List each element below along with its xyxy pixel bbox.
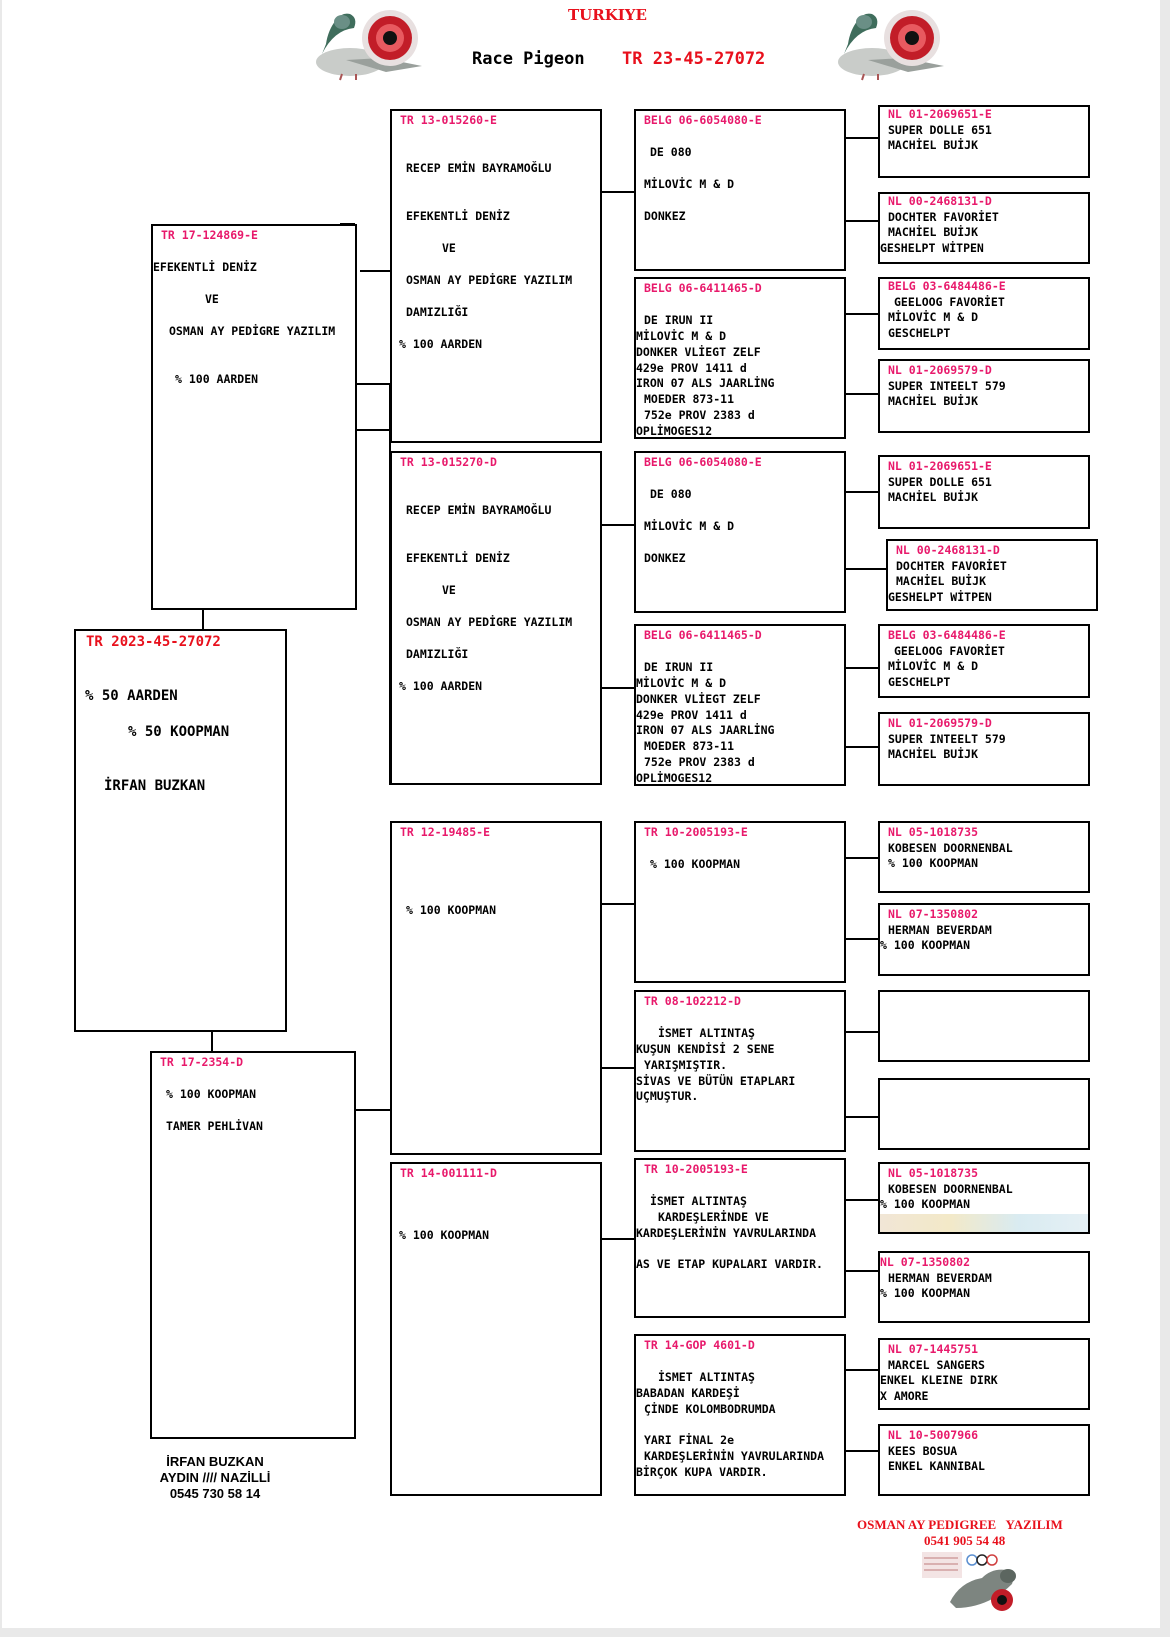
gen3-line: DE IRUN II <box>644 313 714 327</box>
dam-card <box>150 1051 356 1439</box>
connector <box>846 568 888 570</box>
gen3-line: SİVAS VE BÜTÜN ETAPLARI <box>636 1074 796 1088</box>
gen4-line: SUPER DOLLE 651 <box>888 123 992 137</box>
connector <box>354 429 392 431</box>
gen4-line: HERMAN BEVERDAM <box>888 1271 992 1285</box>
gen3-card <box>634 1158 846 1318</box>
gen2-line: RECEP EMİN BAYRAMOĞLU <box>406 161 552 175</box>
gen2-line: VE <box>442 241 456 255</box>
gen3-card <box>634 1334 846 1496</box>
gen3-line: KARDEŞLERİNİN YAVRULARINDA <box>636 1226 817 1240</box>
gen4-line: MİLOVİC M & D <box>888 659 979 673</box>
gen4-card <box>878 903 1090 976</box>
gen4-card <box>878 712 1090 786</box>
gen3-line: 752e PROV 2383 d <box>644 755 755 769</box>
gen2-ring: TR 13-015270-D <box>400 455 497 469</box>
gen4-line: GESCHELPT <box>888 326 951 340</box>
gen2-line: DAMIZLIĞI <box>406 647 469 661</box>
gen3-line: KARDEŞLERİNİN YAVRULARINDA <box>644 1449 825 1463</box>
connector <box>600 903 636 905</box>
dam-line: % 100 KOOPMAN <box>166 1087 257 1101</box>
gen3-line: KARDEŞLERİNDE VE <box>658 1210 769 1224</box>
gen3-line: İSMET ALTINTAŞ <box>658 1370 755 1384</box>
gen3-line: OPLİMOGES12 <box>636 771 713 785</box>
gen2-line: RECEP EMİN BAYRAMOĞLU <box>406 503 552 517</box>
gen4-line: % 100 KOOPMAN <box>880 1197 971 1211</box>
gen4-card <box>886 539 1098 611</box>
gen3-line: DONKER VLİEGT ZELF <box>636 692 761 706</box>
gen4-ring: NL 00-2468131-D <box>896 543 1000 557</box>
owner-location: AYDIN //// NAZİLLİ <box>159 1470 271 1485</box>
gen2-line: EFEKENTLİ DENİZ <box>406 551 510 565</box>
connector <box>846 667 880 669</box>
gen2-line: OSMAN AY PEDİGRE YAZILIM <box>406 273 573 287</box>
gen2-ring: TR 13-015260-E <box>400 113 497 127</box>
gen3-card <box>634 624 846 786</box>
gen4-card <box>878 192 1090 264</box>
connector <box>600 524 636 526</box>
gen4-card <box>878 624 1090 698</box>
gen2-ring: TR 12-19485-E <box>400 825 491 839</box>
gen4-line: % 100 KOOPMAN <box>888 856 979 870</box>
gen3-line: KUŞUN KENDİSİ 2 SENE <box>636 1042 775 1056</box>
owner-phone: 0545 730 58 14 <box>169 1486 261 1501</box>
gen4-line: X AMORE <box>880 1389 929 1403</box>
connector <box>846 313 880 315</box>
gen4-ring: NL 07-1350802 <box>888 907 979 921</box>
gen3-line: MOEDER 873-11 <box>644 739 735 753</box>
gen4-line: SUPER INTEELT 579 <box>888 379 1006 393</box>
gen3-line: DE 080 <box>650 145 692 159</box>
gen2-line: EFEKENTLİ DENİZ <box>406 209 510 223</box>
gen3-line: 429e PROV 1411 d <box>636 708 747 722</box>
connector <box>600 1067 636 1069</box>
gen3-line: MOEDER 873-11 <box>644 392 735 406</box>
gen4-ring: NL 10-5007966 <box>888 1428 979 1442</box>
gen4-card <box>878 455 1090 529</box>
gen3-line: MİLOVİC M & D <box>644 519 735 533</box>
footer-brand: OSMAN AY PEDIGREE YAZILIM <box>857 1517 1063 1532</box>
gen4-ring: NL 05-1018735 <box>888 1166 979 1180</box>
connector <box>846 393 880 395</box>
gen3-line: OPLİMOGES12 <box>636 424 713 438</box>
connector <box>211 1030 213 1052</box>
sire-card <box>151 224 357 610</box>
gen3-line: UÇMUŞTUR. <box>636 1089 699 1103</box>
gen4-ring: NL 07-1350802 <box>880 1255 971 1269</box>
gen3-ring: BELG 06-6054080-E <box>644 113 762 127</box>
gen4-card <box>878 105 1090 178</box>
gen4-line: DOCHTER FAVORİET <box>896 559 1007 573</box>
gen4-ring: NL 00-2468131-D <box>888 194 992 208</box>
gen3-line: AS VE ETAP KUPALARI VARDIR. <box>636 1257 823 1271</box>
gen4-line: GESCHELPT <box>888 675 951 689</box>
footer-phone: 0541 905 54 48 <box>924 1533 1006 1548</box>
gen4-ring: NL 07-1445751 <box>888 1342 979 1356</box>
sire-line: VE <box>205 292 219 306</box>
gen4-ring: BELG 03-6484486-E <box>888 279 1006 293</box>
page-title: Race Pigeon <box>472 49 585 69</box>
dam-ring: TR 17-2354-D <box>160 1055 244 1069</box>
connector <box>846 137 880 139</box>
gen4-line: KEES BOSUA <box>888 1444 958 1458</box>
connector <box>202 610 204 630</box>
gen3-line: YARI FİNAL 2e <box>644 1433 735 1447</box>
main-bird-line: % 50 KOOPMAN <box>128 724 230 740</box>
gen3-card <box>634 821 846 983</box>
gen4-line: KOBESEN DOORNENBAL <box>888 1182 1013 1196</box>
owner-name: İRFAN BUZKAN <box>166 1454 264 1469</box>
gen3-ring: TR 10-2005193-E <box>644 1162 748 1176</box>
gen4-ring: NL 01-2069651-E <box>888 459 992 473</box>
gen4-card <box>878 359 1090 433</box>
main-bird-ring: TR 2023-45-27072 <box>86 634 221 650</box>
sire-line: EFEKENTLİ DENİZ <box>153 260 257 274</box>
pedigree-sheet <box>2 0 1160 1628</box>
gen2-card <box>390 451 602 785</box>
gen3-ring: BELG 06-6411465-D <box>644 281 762 295</box>
gen2-line: % 100 AARDEN <box>399 337 483 351</box>
gen3-line: MİLOVİC M & D <box>644 177 735 191</box>
gen3-line: % 100 KOOPMAN <box>650 857 741 871</box>
connector <box>846 1116 880 1118</box>
gen4-ring: NL 01-2069651-E <box>888 107 992 121</box>
gen4-line: MARCEL SANGERS <box>888 1358 985 1372</box>
connector <box>846 220 880 222</box>
gen3-card <box>634 451 846 613</box>
gen3-line: DONKEZ <box>644 209 686 223</box>
gen4-line: SUPER DOLLE 651 <box>888 475 992 489</box>
gen3-line: İSMET ALTINTAŞ <box>650 1194 747 1208</box>
connector <box>360 270 394 272</box>
gen2-line: OSMAN AY PEDİGRE YAZILIM <box>406 615 573 629</box>
gen4-line: % 100 KOOPMAN <box>880 938 971 952</box>
connector <box>846 1270 880 1272</box>
gen4-card <box>878 1424 1090 1496</box>
gen3-line: YARIŞMIŞTIR. <box>644 1058 728 1072</box>
gen3-line: İSMET ALTINTAŞ <box>658 1026 755 1040</box>
gen4-line: HERMAN BEVERDAM <box>888 923 992 937</box>
gen2-line: % 100 KOOPMAN <box>406 903 497 917</box>
gen4-line: MACHİEL BUİJK <box>888 138 979 152</box>
connector <box>600 191 636 193</box>
sire-line: OSMAN AY PEDİGRE YAZILIM <box>169 324 336 338</box>
gen4-card-empty <box>878 990 1090 1062</box>
gen4-line: SUPER INTEELT 579 <box>888 732 1006 746</box>
gen3-line: DONKEZ <box>644 551 686 565</box>
gen4-line: ENKEL KANNIBAL <box>888 1459 985 1473</box>
main-bird-line: % 50 AARDEN <box>85 688 178 704</box>
gen4-line: MACHİEL BUİJK <box>888 747 979 761</box>
gen3-ring: TR 08-102212-D <box>644 994 741 1008</box>
faded-strip <box>880 1214 1088 1232</box>
gen4-ring: NL 01-2069579-D <box>888 363 992 377</box>
gen4-line: GESHELPT WİTPEN <box>888 590 992 604</box>
dam-line: TAMER PEHLİVAN <box>166 1119 263 1133</box>
gen3-line: DE IRUN II <box>644 660 714 674</box>
gen3-line: MİLOVİC M & D <box>636 329 727 343</box>
gen2-card <box>390 1162 602 1496</box>
country-heading: TURKIYE <box>568 6 647 24</box>
gen4-line: MACHİEL BUİJK <box>888 225 979 239</box>
gen4-card <box>878 821 1090 893</box>
gen3-card <box>634 109 846 271</box>
gen4-line: KOBESEN DOORNENBAL <box>888 841 1013 855</box>
main-bird-line: İRFAN BUZKAN <box>104 778 206 794</box>
gen2-card <box>390 109 602 443</box>
gen3-line: 429e PROV 1411 d <box>636 361 747 375</box>
gen2-line: % 100 KOOPMAN <box>399 1228 490 1242</box>
connector <box>846 1031 880 1033</box>
gen4-card <box>878 1251 1090 1323</box>
gen3-line: IRON 07 ALS JAARLİNG <box>636 376 775 390</box>
gen3-ring: BELG 06-6054080-E <box>644 455 762 469</box>
gen3-ring: TR 10-2005193-E <box>644 825 748 839</box>
connector <box>846 857 880 859</box>
gen4-line: % 100 KOOPMAN <box>880 1286 971 1300</box>
connector <box>354 1109 392 1111</box>
gen4-line: GEELOOG FAVORİET <box>894 295 1005 309</box>
gen4-line: MACHİEL BUİJK <box>888 490 979 504</box>
gen4-ring: NL 01-2069579-D <box>888 716 992 730</box>
gen2-ring: TR 14-001111-D <box>400 1166 497 1180</box>
gen3-ring: TR 14-GOP 4601-D <box>644 1338 755 1352</box>
gen4-card <box>878 1162 1090 1234</box>
connector <box>354 383 392 385</box>
gen3-line: MİLOVİC M & D <box>636 676 727 690</box>
connector <box>600 687 636 689</box>
sire-line: % 100 AARDEN <box>175 372 259 386</box>
gen2-card <box>390 821 602 1155</box>
connector <box>846 746 880 748</box>
pigeon-eye-logo-left <box>312 10 434 82</box>
gen4-card-empty <box>878 1078 1090 1150</box>
connector <box>600 1238 636 1240</box>
gen4-line: GEELOOG FAVORİET <box>894 644 1005 658</box>
gen3-line: DONKER VLİEGT ZELF <box>636 345 761 359</box>
gen4-ring: NL 05-1018735 <box>888 825 979 839</box>
gen4-line: MİLOVİC M & D <box>888 310 979 324</box>
gen4-ring: BELG 03-6484486-E <box>888 628 1006 642</box>
gen4-line: ENKEL KLEINE DIRK <box>880 1373 998 1387</box>
gen3-card <box>634 990 846 1152</box>
gen3-line: ÇİNDE KOLOMBODRUMDA <box>644 1402 776 1416</box>
gen2-line: % 100 AARDEN <box>399 679 483 693</box>
gen3-line: DE 080 <box>650 487 692 501</box>
gen3-line: BABADAN KARDEŞİ <box>636 1386 740 1400</box>
sire-ring: TR 17-124869-E <box>161 228 258 242</box>
title-ring-number: TR 23-45-27072 <box>622 49 766 69</box>
gen3-line: BİRÇOK KUPA VARDIR. <box>636 1465 768 1479</box>
main-bird-card <box>74 629 287 1032</box>
connector <box>846 1369 880 1371</box>
gen2-line: DAMIZLIĞI <box>406 305 469 319</box>
gen4-card <box>878 277 1090 350</box>
pigeon-eye-logo-right <box>834 10 956 82</box>
gen3-ring: BELG 06-6411465-D <box>644 628 762 642</box>
connector <box>846 1199 880 1201</box>
connector <box>846 491 880 493</box>
gen4-line: GESHELPT WİTPEN <box>880 241 984 255</box>
connector <box>846 1450 880 1452</box>
gen4-card <box>878 1338 1090 1410</box>
gen4-line: DOCHTER FAVORİET <box>888 210 999 224</box>
pigeon-footer-logo <box>920 1548 1030 1614</box>
gen3-card <box>634 277 846 439</box>
gen2-line: VE <box>442 583 456 597</box>
connector <box>846 938 880 940</box>
gen3-line: IRON 07 ALS JAARLİNG <box>636 723 775 737</box>
gen4-line: MACHİEL BUİJK <box>896 574 987 588</box>
gen3-line: 752e PROV 2383 d <box>644 408 755 422</box>
gen4-line: MACHİEL BUİJK <box>888 394 979 408</box>
